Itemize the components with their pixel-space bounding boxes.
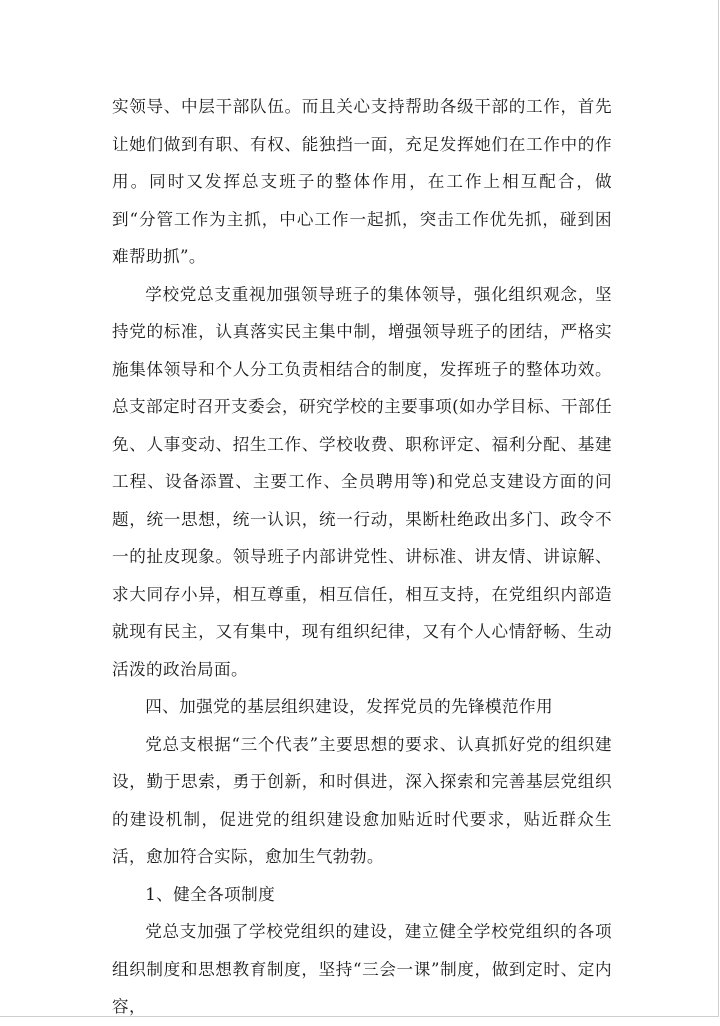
- section-heading-grassroots: 四、加强党的基层组织建设，发挥党员的先锋模范作用: [145, 697, 554, 716]
- paragraph-organization-systems: 党总支加强了学校党组织的建设，建立健全学校党组织的各项组织制度和思想教育制度，坚持“三会一课”制度，做到定时、定内容，: [112, 922, 612, 1016]
- document-body: [112, 88, 612, 1026]
- paragraph-three-represents: 党总支根据“三个代表”主要思想的要求、认真抓好党的组织建设，勤于思索，勇于创新，和时俱进，深入探索和完善基层党组织的建设机制，促进党的组织建设愈加贴近时代要求，贴近群众生活，愈加符合实际，愈加生气勃勃。: [112, 734, 612, 866]
- paragraph-collective-leadership: 学校党总支重视加强领导班子的集体领导，强化组织观念，坚持党的标准，认真落实民主集中制，增强领导班子的团结，严格实施集体领导和个人分工负责相结合的制度，发挥班子的整体功效。总支部定时召开支委会，研究学校的主要事项(如办学目标、干部任免、人事变动、招生工作、学校收费、职称评定、福利分配、基建工程、设备添置、主要工作、全员聘用等)和党总支建设方面的问题，统一思想，统一认识，统一行动，果断杜绝政出多门、政令不一的扯皮现象。领导班子内部讲党性、讲标准、讲友情、讲谅解、求大同存小异，相互尊重，相互信任，相互支持，在党组织内部造就现有民主，又有集中，现有组织纪律，又有个人心情舒畅、生动活泼的政治局面。: [112, 284, 612, 679]
- paragraph-continued: 实领导、中层干部队伍。而且关心支持帮助各级干部的工作，首先让她们做到有职、有权、能独挡一面，充足发挥她们在工作中的作用。同时又发挥总支班子的整体作用，在工作上相互配合，做到“分管工作为主抓，中心工作一起抓，突击工作优先抓，碰到困难帮助抓”。: [112, 97, 612, 266]
- subsection-heading-systems: 1、健全各项制度: [145, 884, 276, 904]
